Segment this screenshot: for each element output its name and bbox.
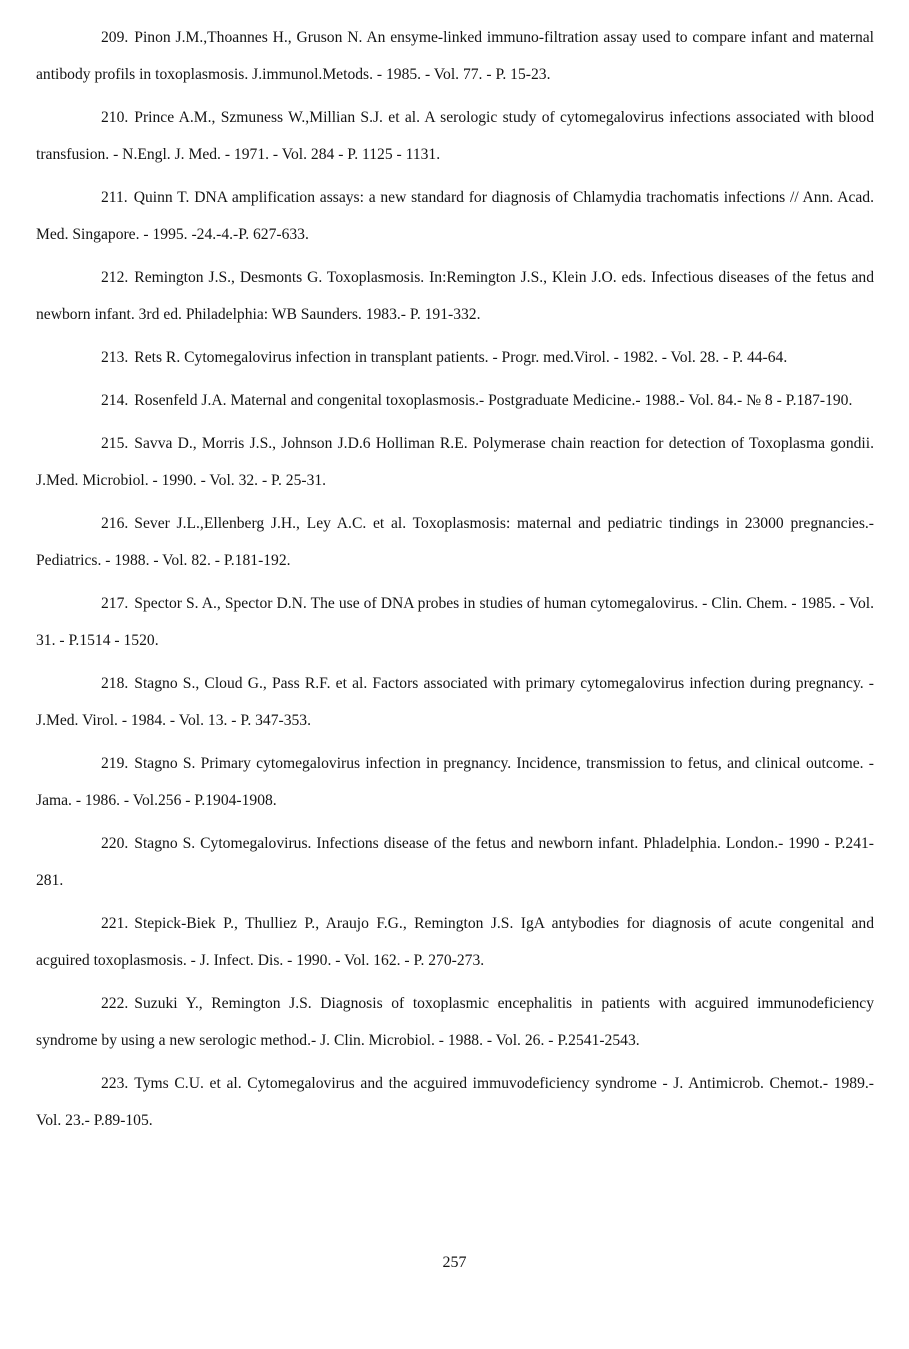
- reference-item: [36, 259, 874, 333]
- reference-list: [36, 19, 874, 1145]
- reference-item: [36, 745, 874, 819]
- reference-item: [36, 382, 874, 419]
- reference-text: Suzuki Y., Remington J.S. Diagnosis of toxoplasmic encephalitis in patients with acguired immunodeficiency syndrome by using a new serologic method.- J. Clin. Microbiol. - 1988. - Vol. 26. - P.2541-2543.: [36, 995, 874, 1049]
- reference-text: Stepick-Biek P., Thulliez P., Araujo F.G., Remington J.S. IgA antybodies for diagnosis of acute congenital and acguired toxoplasmosis. - J. Infect. Dis. - 1990. - Vol. 162. - P. 270-273.: [36, 915, 874, 969]
- reference-text: Rosenfeld J.A. Maternal and congenital toxoplasmosis.- Postgraduate Medicine.- 1988.- Vol. 84.- № 8 - P.187-190.: [134, 392, 853, 409]
- reference-item: [36, 985, 874, 1059]
- reference-item: [36, 19, 874, 93]
- reference-number: 213.: [101, 349, 129, 366]
- reference-number: 223.: [101, 1075, 129, 1092]
- reference-number: 212.: [101, 269, 129, 286]
- reference-text: Stagno S. Cytomegalovirus. Infections disease of the fetus and newborn infant. Phladelphia. London.- 1990 - P.241-281.: [36, 835, 874, 889]
- reference-number: 215.: [101, 435, 129, 452]
- reference-text: Tyms C.U. et al. Cytomegalovirus and the acguired immuvodeficiency syndrome - J. Antimicrob. Chemot.- 1989.- Vol. 23.- P.89-105.: [36, 1075, 874, 1129]
- reference-number: 217.: [101, 595, 129, 612]
- reference-text: Pinon J.M.,Thoannes H., Gruson N. An ensyme-linked immuno-filtration assay used to compare infant and maternal antibody profils in toxoplasmosis. J.immunol.Metods. - 1985. - Vol. 77. - P. 15-23.: [36, 29, 874, 83]
- reference-text: Remington J.S., Desmonts G. Toxoplasmosis. In:Remington J.S., Klein J.O. eds. Infectious diseases of the fetus and newborn infant. 3rd ed. Philadelphia: WB Saunders. 1983.- P. 191-332.: [36, 269, 874, 323]
- reference-text: Quinn T. DNA amplification assays: a new standard for diagnosis of Chlamydia trachomatis infections // Ann. Acad. Med. Singapore. - 1995. -24.-4.-P. 627-633.: [36, 189, 874, 243]
- reference-number: 220.: [101, 835, 129, 852]
- reference-item: [36, 1065, 874, 1139]
- reference-text: Savva D., Morris J.S., Johnson J.D.6 Holliman R.E. Polymerase chain reaction for detection of Toxoplasma gondii. J.Med. Microbiol. - 1990. - Vol. 32. - P. 25-31.: [36, 435, 874, 489]
- reference-item: [36, 905, 874, 979]
- reference-text: Sever J.L.,Ellenberg J.H., Ley A.C. et al. Toxoplasmosis: maternal and pediatric tindings in 23000 pregnancies.- Pediatrics. - 1988. - Vol. 82. - P.181-192.: [36, 515, 874, 569]
- reference-number: 214.: [101, 392, 129, 409]
- reference-number: 211.: [101, 189, 128, 206]
- reference-item: [36, 505, 874, 579]
- page-number: 257: [442, 1254, 467, 1271]
- reference-text: Stagno S., Cloud G., Pass R.F. et al. Factors associated with primary cytomegalovirus infection during pregnancy. - J.Med. Virol. - 1984. - Vol. 13. - P. 347-353.: [36, 675, 874, 729]
- reference-item: [36, 665, 874, 739]
- reference-number: 219.: [101, 755, 129, 772]
- reference-number: 210.: [101, 109, 129, 126]
- reference-text: Prince A.M., Szmuness W.,Millian S.J. et al. A serologic study of cytomegalovirus infections associated with blood transfusion. - N.Engl. J. Med. - 1971. - Vol. 284 - P. 1125 - 1131.: [36, 109, 874, 163]
- reference-item: [36, 585, 874, 659]
- reference-item: [36, 339, 874, 376]
- reference-number: 221.: [101, 915, 129, 932]
- reference-text: Rets R. Cytomegalovirus infection in transplant patients. - Progr. med.Virol. - 1982. - Vol. 28. - P. 44-64.: [134, 349, 788, 366]
- reference-item: [36, 179, 874, 253]
- reference-number: 209.: [101, 29, 129, 46]
- reference-item: [36, 825, 874, 899]
- reference-text: Spector S. A., Spector D.N. The use of DNA probes in studies of human cytomegalovirus. - Clin. Chem. - 1985. - Vol. 31. - P.1514 - 1520.: [36, 595, 874, 649]
- reference-number: 218.: [101, 675, 129, 692]
- reference-number: 216.: [101, 515, 129, 532]
- reference-item: [36, 425, 874, 499]
- reference-number: 222.: [101, 995, 129, 1012]
- reference-text: Stagno S. Primary cytomegalovirus infection in pregnancy. Incidence, transmission to fetus, and clinical outcome. - Jama. - 1986. - Vol.256 - P.1904-1908.: [36, 755, 874, 809]
- reference-item: [36, 99, 874, 173]
